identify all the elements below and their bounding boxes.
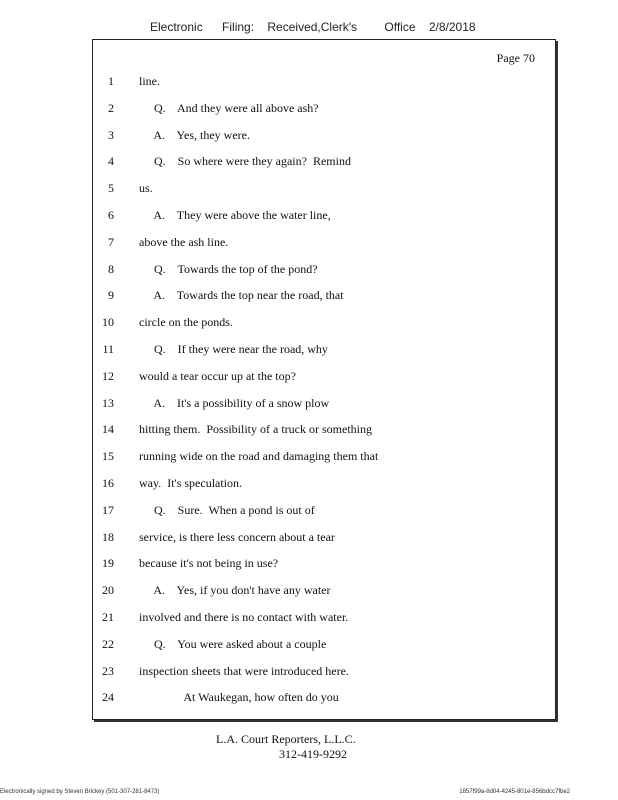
line-number: 15: [102, 449, 114, 464]
transcript-line: [93, 313, 555, 340]
line-text: above the ash line.: [139, 234, 229, 249]
line-text: because it's not being in use?: [139, 556, 279, 571]
line-number: 18: [102, 529, 114, 544]
line-number: 13: [102, 395, 114, 410]
line-text: involved and there is no contact with water.: [139, 609, 349, 624]
footer-phone: 312-419-9292: [279, 747, 347, 761]
line-number: 9: [108, 288, 114, 303]
line-text: A. They were above the water line,: [139, 207, 331, 222]
transcript-line: [93, 608, 555, 635]
line-number: 10: [102, 315, 114, 330]
footer-company: L.A. Court Reporters, L.L.C.: [216, 732, 356, 746]
transcript-line: [93, 179, 555, 206]
line-text: way. It's speculation.: [139, 475, 243, 490]
line-text: hitting them. Possibility of a truck or something: [139, 422, 372, 437]
transcript-line: [93, 474, 555, 501]
line-text: would a tear occur up at the top?: [139, 368, 296, 383]
line-number: 6: [108, 207, 114, 222]
transcript-line: [93, 206, 555, 233]
transcript-line: [93, 367, 555, 394]
transcript-line: [93, 501, 555, 528]
line-text: Q. Towards the top of the pond?: [139, 261, 318, 276]
line-text: Q. You were asked about a couple: [139, 636, 327, 651]
document-id: 1857f99a-8d04-4245-801e-856bdcc7fbe2: [459, 789, 570, 795]
line-number: 1: [108, 74, 114, 88]
line-text: Q. Sure. When a pond is out of: [139, 502, 315, 517]
line-text: Q. If they were near the road, why: [139, 341, 328, 356]
transcript-line: [93, 420, 555, 447]
line-number: 17: [102, 502, 114, 517]
line-text: line.: [139, 74, 160, 88]
transcript-line: [93, 394, 555, 421]
transcript-line: [93, 662, 555, 689]
line-number: 5: [108, 181, 114, 196]
transcript-lines: [93, 72, 555, 715]
line-number: 12: [102, 368, 114, 383]
transcript-line: [93, 260, 555, 287]
line-number: 8: [108, 261, 114, 276]
line-number: 16: [102, 475, 114, 490]
transcript-line: [93, 340, 555, 367]
transcript-line: [93, 286, 555, 313]
line-text: A. Towards the top near the road, that: [139, 288, 344, 303]
line-number: 4: [108, 154, 114, 169]
line-number: 2: [108, 100, 114, 115]
line-text: circle on the ponds.: [139, 315, 233, 330]
filing-header: [150, 20, 476, 34]
header-office: Office: [384, 20, 416, 34]
header-received: Received,Clerk's: [267, 20, 358, 34]
line-text: service, is there less concern about a tear: [139, 529, 335, 544]
line-text: running wide on the road and damaging them that: [139, 449, 379, 464]
header-filing: Filing:: [222, 20, 255, 34]
line-text: A. It's a possibility of a snow plow: [139, 395, 330, 410]
line-number: 24: [102, 690, 114, 705]
line-number: 14: [102, 422, 114, 437]
page-number: Page 70: [496, 51, 535, 65]
line-text: Q. So where were they again? Remind: [139, 154, 351, 169]
transcript-line: [93, 528, 555, 555]
line-number: 23: [102, 663, 114, 678]
line-text: At Waukegan, how often do you: [139, 690, 339, 705]
line-number: 11: [102, 341, 114, 356]
transcript-line: [93, 688, 555, 715]
line-text: inspection sheets that were introduced here.: [139, 663, 349, 678]
line-number: 21: [102, 609, 114, 624]
transcript-line: [93, 72, 555, 99]
header-date: 2/8/2018: [428, 20, 476, 34]
transcript-line: [93, 447, 555, 474]
transcript-line: [93, 233, 555, 260]
line-text: us.: [139, 181, 153, 196]
line-text: Q. And they were all above ash?: [139, 100, 319, 115]
header-electronic: Electronic: [150, 20, 203, 34]
transcript-line: [93, 152, 555, 179]
line-number: 19: [102, 556, 114, 571]
line-number: 20: [102, 583, 114, 598]
transcript-line: [93, 99, 555, 126]
transcript-line: [93, 581, 555, 608]
line-number: 3: [108, 127, 114, 142]
electronic-signature: Electronically signed by Steven Brickey (501-307-281-8473): [0, 789, 160, 795]
transcript-line: [93, 635, 555, 662]
transcript-line: [93, 126, 555, 153]
line-number: 7: [108, 234, 114, 249]
line-number: 22: [102, 636, 114, 651]
transcript-page: [92, 39, 556, 720]
transcript-line: [93, 554, 555, 581]
line-text: A. Yes, if you don't have any water: [139, 583, 331, 598]
line-text: A. Yes, they were.: [139, 127, 250, 142]
